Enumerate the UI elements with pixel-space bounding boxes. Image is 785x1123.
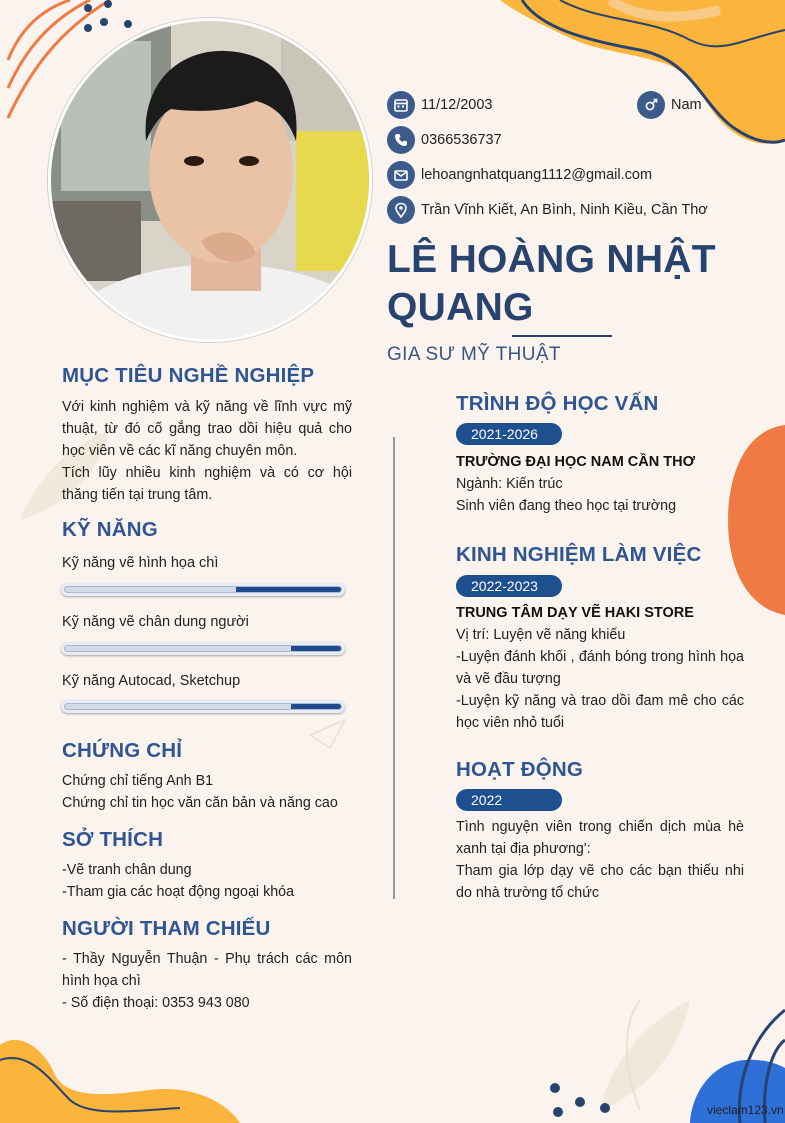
activity-item: Tình nguyện viên trong chiến dịch mùa hè xanh tại địa phương': <box>456 819 744 857</box>
certificate-item: Chứng chỉ tiếng Anh B1 <box>62 773 214 789</box>
hobbies-title: SỞ THÍCH <box>62 828 164 851</box>
gender-icon <box>637 91 665 119</box>
job-title: GIA SƯ MỸ THUẬT <box>387 344 561 365</box>
skill-bar <box>61 583 345 596</box>
hobby-item: -Vẽ tranh chân dung <box>62 862 192 878</box>
objective-text <box>62 396 352 506</box>
phone-text: 0366536737 <box>421 132 502 148</box>
activity-item: Tham gia lớp dạy vẽ cho các bạn thiếu nhi do nhà trường tổ chức <box>456 863 744 901</box>
birthdate-row <box>387 91 493 119</box>
certificates-list <box>62 770 362 814</box>
address-text: Trần Vĩnh Kiết, An Bình, Ninh Kiều, Cần Thơ <box>421 202 708 218</box>
skill-bar <box>61 700 345 713</box>
email-row <box>387 161 652 189</box>
skill-bar-fill <box>291 646 341 651</box>
phone-icon <box>387 126 415 154</box>
experience-title: KINH NGHIỆM LÀM VIỆC <box>456 543 702 566</box>
name-line-2: QUANG <box>387 286 534 329</box>
skill-label: Kỹ năng vẽ hình họa chì <box>62 555 219 571</box>
education-status: Sinh viên đang theo học tại trường <box>456 498 677 514</box>
skill-bar-fill <box>236 587 341 592</box>
experience-duty: -Luyện đánh khối , đánh bóng trong hình họa và vẽ đầu tượng <box>456 649 744 687</box>
certificates-title: CHỨNG CHỈ <box>62 739 183 762</box>
objective-paragraph-1: Với kinh nghiệm và kỹ năng về lĩnh vực mỹ thuật, từ đó cố gắng trao dồi hiệu quả cho học viên về các kĩ năng chuyên môn. <box>62 399 352 459</box>
profile-photo <box>48 18 372 342</box>
references-title: NGƯỜI THAM CHIẾU <box>62 917 271 940</box>
hobby-item: -Tham gia các hoạt động ngoại khóa <box>62 884 295 900</box>
experience-duty: -Luyện kỹ năng và trao dồi đam mê cho các học viên nhỏ tuổi <box>456 693 744 731</box>
gender-text: Nam <box>671 97 702 113</box>
company-name: TRUNG TÂM DẠY VẼ HAKI STORE <box>456 605 694 621</box>
reference-line-1: - Thầy Nguyễn Thuận - Phụ trách các môn hình họa chì <box>62 951 352 989</box>
education-title: TRÌNH ĐỘ HỌC VẤN <box>456 392 659 415</box>
objective-paragraph-2: Tích lũy nhiều kinh nghiệm và có cơ hội thăng tiến tại trung tâm. <box>62 465 352 503</box>
education-details <box>456 473 746 517</box>
references-text <box>62 948 352 1014</box>
full-name <box>387 236 716 332</box>
activities-title: HOẠT ĐỘNG <box>456 758 584 781</box>
objective-title: MỤC TIÊU NGHỀ NGHIỆP <box>62 364 315 387</box>
birthdate-text: 11/12/2003 <box>421 97 493 113</box>
name-line-1: LÊ HOÀNG NHẬT <box>387 238 716 281</box>
phone-row <box>387 126 502 154</box>
skill-label: Kỹ năng vẽ chân dung người <box>62 614 249 630</box>
skills-title: KỸ NĂNG <box>62 518 158 541</box>
skill-label: Kỹ năng Autocad, Sketchup <box>62 673 241 689</box>
activities-details <box>456 816 744 904</box>
experience-position: Vị trí: Luyện vẽ năng khiếu <box>456 627 626 643</box>
location-pin-icon <box>387 196 415 224</box>
reference-line-2: - Số điện thoại: 0353 943 080 <box>62 995 250 1011</box>
address-row <box>387 196 708 224</box>
source-credit: vieclam123.vn <box>707 1103 784 1117</box>
calendar-icon <box>387 91 415 119</box>
email-text: lehoangnhatquang1112@gmail.com <box>421 167 653 183</box>
name-underline <box>512 335 612 337</box>
experience-details <box>456 624 744 734</box>
gender-row <box>637 91 702 119</box>
column-divider <box>393 437 395 899</box>
skill-bar <box>61 642 345 655</box>
activities-period-badge: 2022 <box>456 789 562 811</box>
hobbies-list <box>62 859 362 903</box>
mail-icon <box>387 161 415 189</box>
school-name: TRƯỜNG ĐẠI HỌC NAM CẦN THƠ <box>456 454 695 470</box>
skill-bar-fill <box>291 704 341 709</box>
education-period-badge: 2021-2026 <box>456 423 562 445</box>
education-major: Ngành: Kiến trúc <box>456 476 563 492</box>
certificate-item: Chứng chỉ tin học văn căn bản và năng cao <box>62 795 338 811</box>
experience-period-badge: 2022-2023 <box>456 575 562 597</box>
